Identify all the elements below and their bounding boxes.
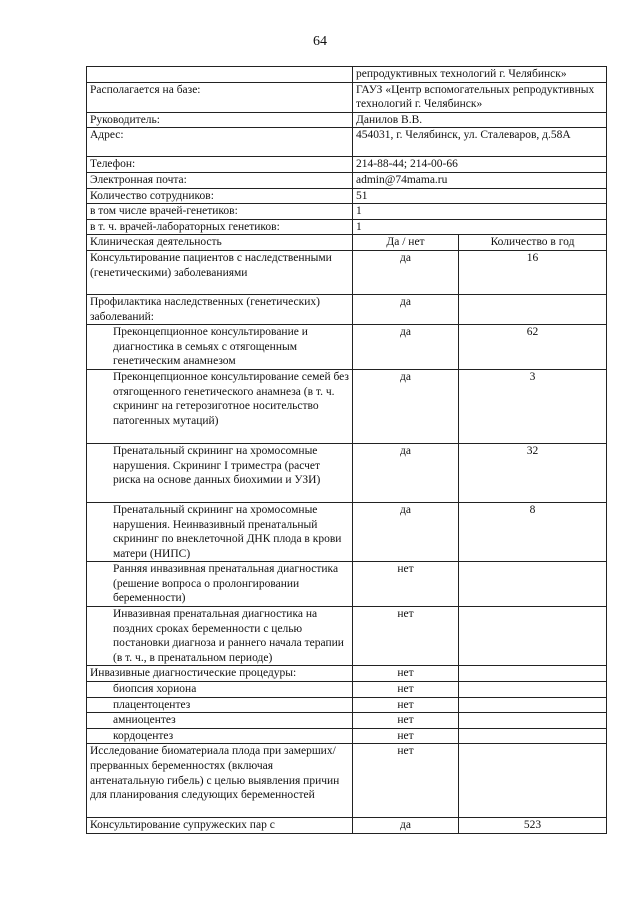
empty-label-cell (87, 67, 353, 83)
row-count: 62 (459, 325, 607, 370)
row-yes-no: да (353, 369, 459, 443)
table-row (87, 666, 607, 682)
lab-geneticists-label: в т. ч. врачей-лабораторных генетиков: (87, 219, 353, 235)
row-yes-no: да (353, 502, 459, 561)
row-label: Пренатальный скрининг на хромосомные нарушения. Скрининг I триместра (расчет риска на основе данных биохимии и УЗИ) (87, 443, 353, 502)
table-row (87, 204, 607, 220)
row-label: Преконцепционное консультирование семей без отягощенного генетического анамнеза (в т. ч. скрининг на гетерозиготное носительство патогенных мутаций) (87, 369, 353, 443)
table-row (87, 818, 607, 834)
table-row (87, 188, 607, 204)
row-yes-no: нет (353, 666, 459, 682)
row-label: плацентоцентез (87, 697, 353, 713)
row-label: Ранняя инвазивная пренатальная диагностика (решение вопроса о пролонгировании беременности) (87, 562, 353, 607)
table-row (87, 172, 607, 188)
clinical-header-row (87, 235, 607, 251)
row-count: 3 (459, 369, 607, 443)
row-count (459, 666, 607, 682)
table-row (87, 82, 607, 112)
row-label: биопсия хориона (87, 682, 353, 698)
continuation-value: репродуктивных технологий г. Челябинск» (353, 67, 607, 83)
address-value: 454031, г. Челябинск, ул. Сталеваров, д.58А (353, 128, 607, 157)
base-label: Располагается на базе: (87, 82, 353, 112)
row-yes-no: да (353, 818, 459, 834)
row-label: Профилактика наследственных (генетических) заболеваний: (87, 294, 353, 324)
table-row (87, 294, 607, 324)
row-label: Консультирование супружеских пар с (87, 818, 353, 834)
table-row (87, 219, 607, 235)
row-count (459, 728, 607, 744)
row-yes-no: нет (353, 728, 459, 744)
row-count (459, 682, 607, 698)
row-yes-no: нет (353, 713, 459, 729)
email-label: Электронная почта: (87, 172, 353, 188)
email-value: admin@74mama.ru (353, 172, 607, 188)
row-yes-no: нет (353, 697, 459, 713)
staff-value: 51 (353, 188, 607, 204)
table-row (87, 67, 607, 83)
row-count (459, 607, 607, 666)
row-label: амниоцентез (87, 713, 353, 729)
page-number: 64 (313, 34, 327, 49)
table-row (87, 682, 607, 698)
row-count (459, 562, 607, 607)
address-label: Адрес: (87, 128, 353, 157)
row-label: Пренатальный скрининг на хромосомные нарушения. Неинвазивный пренатальный скрининг по внеклеточной ДНК плода в крови матери (НИПС) (87, 502, 353, 561)
lab-geneticists-value: 1 (353, 219, 607, 235)
row-label: Исследование биоматериала плода при замерших/прерванных беременностях (включая антенатальную гибель) с целью выявления причин для планирования следующих беременностей (87, 744, 353, 818)
table-row (87, 744, 607, 818)
table-row (87, 369, 607, 443)
phone-label: Телефон: (87, 157, 353, 173)
geneticists-value: 1 (353, 204, 607, 220)
row-count: 32 (459, 443, 607, 502)
table-row (87, 157, 607, 173)
table-row (87, 562, 607, 607)
row-label: Инвазивные диагностические процедуры: (87, 666, 353, 682)
table-row (87, 128, 607, 157)
head-label: Руководитель: (87, 112, 353, 128)
base-value: ГАУЗ «Центр вспомогательных репродуктивных технологий г. Челябинск» (353, 82, 607, 112)
phone-value: 214-88-44; 214-00-66 (353, 157, 607, 173)
row-yes-no: нет (353, 607, 459, 666)
row-label: Консультирование пациентов с наследственными (генетическими) заболеваниями (87, 250, 353, 294)
table-row (87, 697, 607, 713)
head-value: Данилов В.В. (353, 112, 607, 128)
staff-label: Количество сотрудников: (87, 188, 353, 204)
col-yes-no-header: Да / нет (353, 235, 459, 251)
row-label: кордоцентез (87, 728, 353, 744)
table-row (87, 443, 607, 502)
table-row (87, 728, 607, 744)
row-count (459, 713, 607, 729)
geneticists-label: в том числе врачей-генетиков: (87, 204, 353, 220)
table-row (87, 713, 607, 729)
row-count (459, 294, 607, 324)
col-activity-header: Клиническая деятельность (87, 235, 353, 251)
genetics-center-table (86, 66, 607, 834)
row-label: Преконцепционное консультирование и диагностика в семьях с отягощенным генетическим анамнезом (87, 325, 353, 370)
row-label: Инвазивная пренатальная диагностика на поздних сроках беременности с целью постановки диагноза и раннего начала терапии (в т. ч., в пренатальном периоде) (87, 607, 353, 666)
row-yes-no: да (353, 443, 459, 502)
row-count: 8 (459, 502, 607, 561)
row-count (459, 697, 607, 713)
col-count-header: Количество в год (459, 235, 607, 251)
row-yes-no: да (353, 294, 459, 324)
table-row (87, 112, 607, 128)
row-count: 523 (459, 818, 607, 834)
row-yes-no: нет (353, 682, 459, 698)
table-row (87, 325, 607, 370)
table-row (87, 502, 607, 561)
row-yes-no: да (353, 250, 459, 294)
row-count (459, 744, 607, 818)
table-row (87, 250, 607, 294)
row-count: 16 (459, 250, 607, 294)
row-yes-no: да (353, 325, 459, 370)
row-yes-no: нет (353, 562, 459, 607)
row-yes-no: нет (353, 744, 459, 818)
table-row (87, 607, 607, 666)
